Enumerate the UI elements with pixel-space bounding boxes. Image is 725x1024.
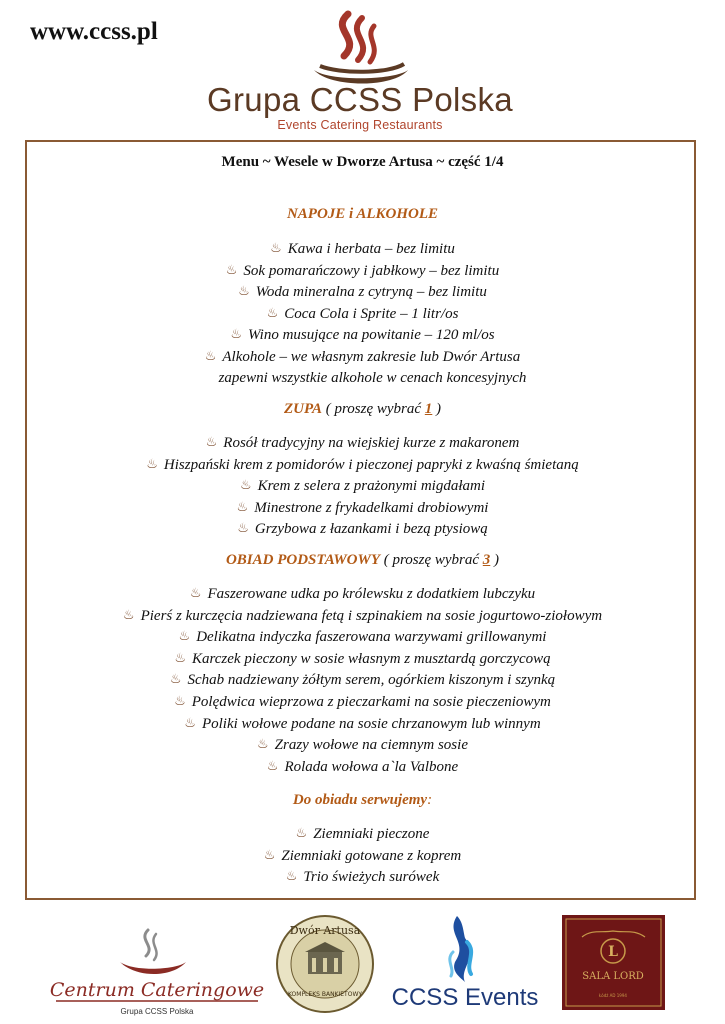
dwor-artusa-emblem-icon xyxy=(275,914,375,1014)
steaming-cup-icon: ♨ xyxy=(239,477,252,493)
sala-lord-small: Łódź AD 1994 xyxy=(599,993,627,998)
steaming-cup-icon: ♨ xyxy=(225,261,238,277)
section-main-heading: OBIAD PODSTAWOWY ( proszę wybrać 3 ) xyxy=(225,552,500,568)
steaming-cup-icon: ♨ xyxy=(266,304,279,320)
section-soup-heading: ZUPA ( proszę wybrać 1 ) xyxy=(283,401,442,417)
list-item: ♨ Krem z selera z prażonymi migdałami xyxy=(0,475,725,497)
menu-title: Menu ~ Wesele w Dworze Artusa ~ część 1/4 xyxy=(221,154,504,170)
section-sides-heading: Do obiadu serwujemy: xyxy=(292,792,433,808)
list-item: ♨ Kawa i herbata – bez limitu xyxy=(0,238,725,260)
list-item: ♨ Ziemniaki pieczone xyxy=(0,823,725,845)
list-item: ♨ Hiszpański krem z pomidorów i pieczonej papryki z kwaśną śmietaną xyxy=(0,454,725,476)
steaming-cup-icon: ♨ xyxy=(263,846,276,862)
list-item: ♨ Karczek pieczony w sosie własnym z musztardą gorczycową xyxy=(0,648,725,670)
steaming-cup-icon: ♨ xyxy=(257,736,269,752)
centrum-sub: Grupa CCSS Polska xyxy=(120,1007,194,1016)
dwor-bottom: KOMPLEKS BANKIETOWY xyxy=(287,991,363,998)
main-choose-count: 3 xyxy=(482,552,491,568)
steaming-cup-icon: ♨ xyxy=(174,692,186,708)
list-item: ♨ Wino musujące na powitanie – 120 ml/os xyxy=(0,324,725,346)
list-item: ♨ Rosół tradycyjny na wiejskiej kurze z makaronem xyxy=(0,432,725,454)
brand-name: Grupa CCSS Polska xyxy=(207,81,513,118)
ccss-events-logo xyxy=(385,912,545,1012)
steaming-cup-icon: ♨ xyxy=(189,585,202,600)
sala-lord-name: SALA LORD xyxy=(582,971,644,982)
brand-tagline: Events Catering Restaurants xyxy=(277,118,443,132)
list-item: ♨ Delikatna indyczka faszerowana warzywami grillowanymi xyxy=(0,626,725,648)
footer-logos xyxy=(0,912,725,1024)
drinks-heading: NAPOJE i ALKOHOLE xyxy=(286,206,439,222)
list-item: ♨ Polędwica wieprzowa z pieczarkami na sosie pieczeniowym xyxy=(0,691,725,713)
list-item: ♨ Sok pomarańczowy i jabłkowy – bez limitu xyxy=(0,260,725,282)
steaming-cup-icon: ♨ xyxy=(204,347,217,363)
list-item: ♨ Zrazy wołowe na ciemnym sosie xyxy=(0,734,725,756)
steaming-cup-icon: ♨ xyxy=(238,283,250,299)
centrum-cateringowe-logo xyxy=(50,920,265,1018)
dwor-artusa-logo xyxy=(275,914,375,1014)
centrum-name: Centrum Cateringowe xyxy=(50,979,265,1001)
steaming-cup-icon: ♨ xyxy=(174,649,186,665)
steam-cup-logo-icon xyxy=(300,8,420,88)
soup-list xyxy=(0,432,725,540)
ccss-events-name: CCSS Events xyxy=(391,984,539,1011)
main-list xyxy=(0,583,725,777)
steaming-cup-icon: ♨ xyxy=(184,714,196,730)
ccss-events-flame-icon xyxy=(385,912,545,1012)
list-item: ♨ Alkohole – we własnym zakresie lub Dwór Artusa xyxy=(0,346,725,368)
main-heading: OBIAD PODSTAWOWY xyxy=(225,552,381,568)
list-item: ♨ Pierś z kurczęcia nadziewana fetą i szpinakiem na sosie jogurtowo-ziołowym xyxy=(0,605,725,627)
steaming-cup-icon: ♨ xyxy=(285,868,298,884)
steaming-cup-icon: ♨ xyxy=(205,434,218,449)
steaming-cup-icon: ♨ xyxy=(237,520,249,536)
sides-heading: Do obiadu serwujemy xyxy=(292,792,428,808)
drinks-list xyxy=(0,238,725,389)
company-logo xyxy=(200,8,520,138)
sala-lord-letter: L xyxy=(608,944,618,960)
list-item: ♨ Poliki wołowe podane na sosie chrzanowym lub winnym xyxy=(0,713,725,735)
list-item: ♨ Rolada wołowa a`la Valbone xyxy=(0,756,725,778)
steaming-cup-icon: ♨ xyxy=(230,326,242,342)
list-item: ♨ Faszerowane udka po królewsku z dodatkiem lubczyku xyxy=(0,583,725,605)
list-item: ♨ Coca Cola i Sprite – 1 litr/os xyxy=(0,303,725,325)
steaming-cup-icon: ♨ xyxy=(295,825,308,840)
soup-heading: ZUPA xyxy=(283,401,323,417)
section-drinks-heading xyxy=(0,206,725,223)
list-item: ♨ Ziemniaki gotowane z koprem xyxy=(0,845,725,867)
soup-choose-count: 1 xyxy=(424,401,433,417)
sala-lord-emblem-icon xyxy=(562,915,665,1010)
steaming-cup-icon: ♨ xyxy=(122,606,135,622)
sala-lord-logo xyxy=(562,915,665,1010)
list-item: ♨ Schab nadziewany żółtym serem, ogórkiem kiszonym i szynką xyxy=(0,669,725,691)
list-item: ♨ Grzybowa z łazankami i bezą ptysiową xyxy=(0,518,725,540)
steaming-cup-icon: ♨ xyxy=(169,671,182,687)
steaming-cup-icon: ♨ xyxy=(236,498,249,514)
dwor-top: Dwór Artusa xyxy=(289,924,361,937)
steaming-cup-icon: ♨ xyxy=(266,757,279,773)
centrum-cateringowe-emblem-icon xyxy=(50,920,265,1018)
site-url[interactable]: www.ccss.pl xyxy=(30,18,158,45)
list-item: ♨ Trio świeżych surówek xyxy=(0,866,725,888)
steaming-cup-icon: ♨ xyxy=(270,240,282,255)
list-item: ♨ Woda mineralna z cytryną – bez limitu xyxy=(0,281,725,303)
sides-list xyxy=(0,823,725,888)
steaming-cup-icon: ♨ xyxy=(146,455,158,471)
list-item-continuation: zapewni wszystkie alkohole w cenach koncesyjnych xyxy=(218,369,527,386)
list-item: ♨ Minestrone z frykadelkami drobiowymi xyxy=(0,497,725,519)
steaming-cup-icon: ♨ xyxy=(178,628,191,644)
